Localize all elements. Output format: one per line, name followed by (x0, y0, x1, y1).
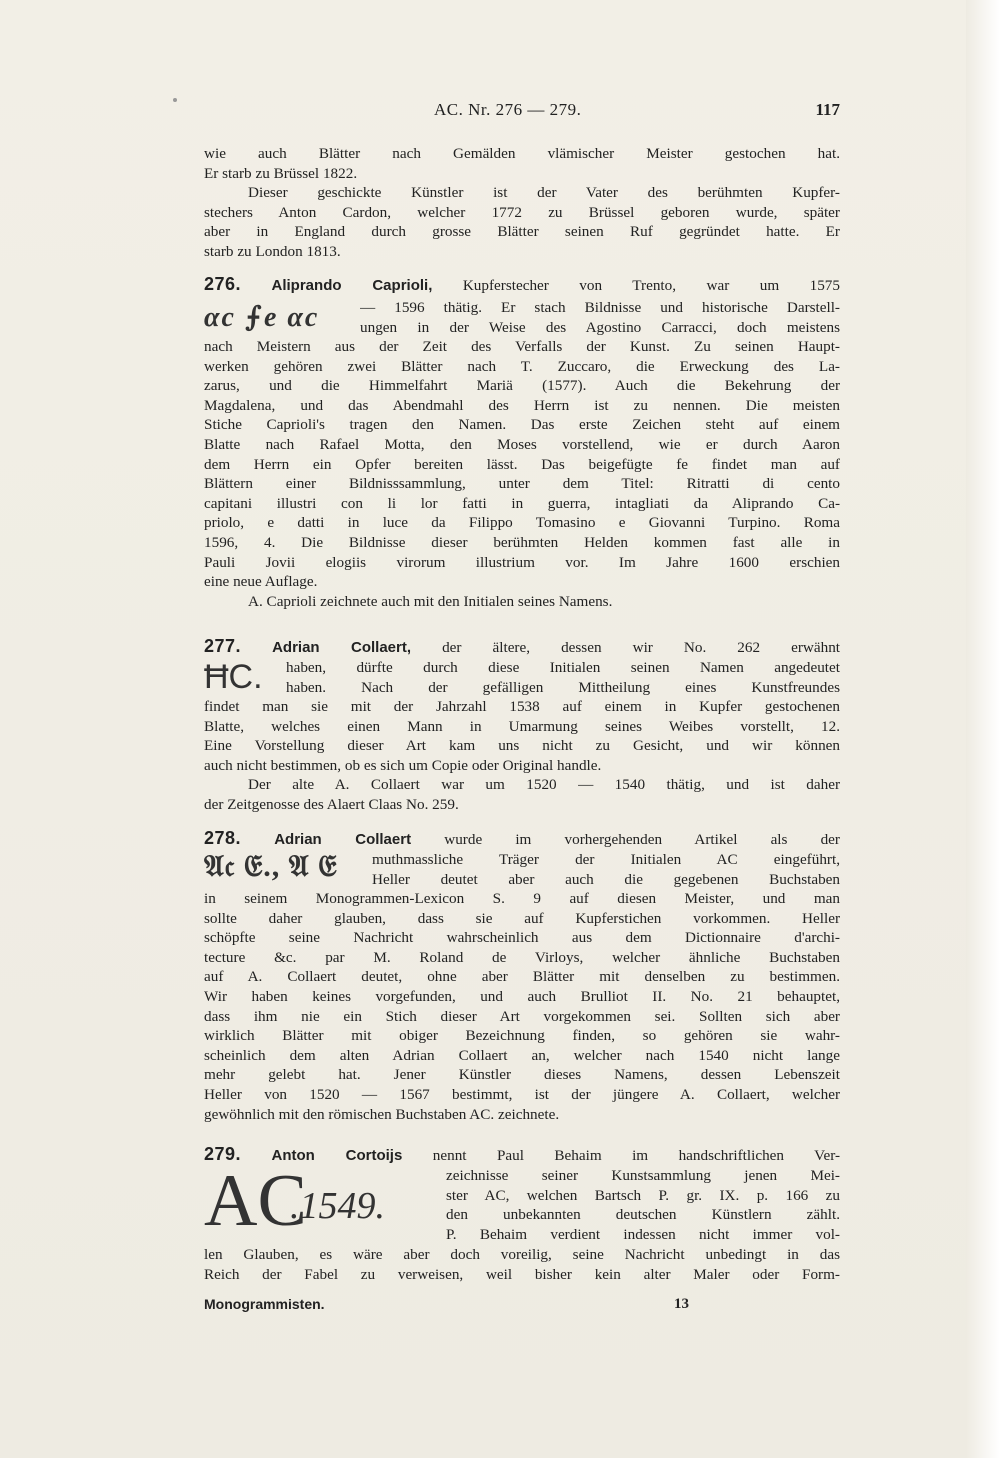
heading-text: nennt Paul Behaim im handschriftlichen Ver- (432, 1147, 840, 1164)
text-line: haben, dürfte durch diese Initialen seinen Namen angedeutet (286, 659, 840, 676)
heading-text: der ältere, dessen wir No. 262 erwähnt (442, 639, 840, 656)
text-line: ster AC, welchen Bartsch P. gr. IX. p. 166 zu (446, 1186, 840, 1204)
text-line: 1596, 4. Die Bildnisse dieser berühmten Helden kommen fast alle in (204, 533, 840, 551)
text-line: ungen in der Weise des Agostino Carracci, doch meistens (360, 318, 840, 336)
text-line: Heller deutet aber auch die gegebenen Buchstaben (372, 870, 840, 888)
text-line: Pauli Jovii elogiis virorum illustrium vor. Im Jahre 1600 erschien (204, 553, 840, 571)
text-line: mehr gelebt hat. Jener Künstler dieses Namens, dessen Lebenszeit (204, 1066, 840, 1084)
entry-number: 277. (204, 636, 242, 656)
text-line: eine neue Auflage. (204, 573, 318, 591)
entry-276-wrapped-lines (360, 298, 840, 337)
text-line: len Glauben, es wäre aber doch voreilig, seine Nachricht unbedingt in das (204, 1246, 840, 1263)
text-line: Reich der Fabel zu verweisen, weil bisher kein alter Maler oder Form- (204, 1265, 840, 1283)
entry-279-wrapped-lines (446, 1166, 840, 1244)
text-line: haben. Nach der gefälligen Mittheilung eines Kunstfreundes (286, 678, 840, 696)
text-line: nach Meistern aus der Zeit des Verfalls der Kunst. Zu seinen Haupt- (204, 338, 840, 355)
text-line: wie auch Blätter nach Gemälden vlämischer Meister gestochen hat. (204, 145, 840, 162)
text-line: zarus, und die Himmelfahrt Mariä (1577). Auch die Bekehrung der (204, 377, 840, 395)
text-line: Der alte A. Collaert war um 1520 — 1540 thätig, und ist daher (248, 776, 840, 794)
text-line: zeichnisse seiner Kunstsammlung jenen Mei- (446, 1167, 840, 1184)
entry-278-heading (204, 826, 840, 850)
monogram-ac: ĦC. (204, 658, 263, 696)
text-line: sollte daher glauben, dass sie auf Kupferstichen vorkommen. Heller (204, 909, 840, 927)
signature-mark: Monogrammisten. (204, 1296, 325, 1312)
page-footer (204, 1296, 840, 1316)
text-line: tecture &c. par M. Roland de Virloys, welcher ähnliche Buchstaben (204, 948, 840, 966)
text-line: Er starb zu Brüssel 1822. (204, 164, 358, 182)
header-title: AC. Nr. 276 — 279. (434, 100, 582, 119)
text-line: Blatte, welches einen Mann in Umarmung seines Weibes vorstellt, 12. (204, 717, 840, 735)
text-line: stechers Anton Cardon, welcher 1772 zu Brüssel geboren wurde, später (204, 203, 840, 221)
text-line: Heller von 1520 — 1567 bestimmt, ist der jüngere A. Collaert, welcher (204, 1085, 840, 1103)
text-line: den unbekannten deutschen Künstlern zählt. (446, 1206, 840, 1224)
heading-text: Kupferstecher von Trento, war um 1575 (462, 277, 840, 294)
text-line: priolo, e datti in luce da Filippo Tomasino e Giovanni Turpino. Roma (204, 514, 840, 532)
entry-277-body (204, 697, 840, 815)
text-line: schöpfte seine Nachricht wahrscheinlich aus dem Dictionnaire d'archi- (204, 929, 840, 947)
text-line: auch nicht bestimmen, ob es sich um Copie oder Original handle. (204, 756, 602, 774)
running-header (204, 100, 840, 126)
heading-text: wurde im vorhergehenden Artikel als der (444, 831, 840, 848)
page-edge (966, 0, 1000, 1458)
speck (173, 98, 177, 102)
text-line: der Zeitgenosse des Alaert Claas No. 259. (204, 795, 459, 813)
text-line: scheinlich dem alten Adrian Collaert an, welcher nach 1540 nicht lange (204, 1046, 840, 1064)
text-line: gewöhnlich mit den römischen Buchstaben AC. zeichnete. (204, 1105, 560, 1123)
text-line: werken gehören zwei Blätter nach T. Zuccaro, die Erweckung des La- (204, 357, 840, 375)
artist-name: Anton Cortoijs (271, 1147, 403, 1164)
text-line: starb zu London 1813. (204, 242, 341, 260)
text-line: dass ihm nie ein Stich dieser Art vorgekommen sei. Sollten sich aber (204, 1007, 840, 1025)
text-line: auf A. Collaert deutet, ohne aber Blätter mit denselben zu bestimmen. (204, 968, 840, 986)
page-number: 117 (815, 100, 840, 119)
entry-276-body (204, 337, 840, 611)
text-line: Stiche Caprioli's tragen den Namen. Das erste Zeichen steht auf einem (204, 416, 840, 434)
text-line: Blättern einer Bildnisssammlung, unter dem Titel: Ritratti di cento (204, 475, 840, 493)
entry-276-heading (204, 272, 840, 296)
artist-name: Adrian Collaert (274, 831, 412, 848)
monogram-ac-fe-ac: αc ⨍e αc (204, 302, 320, 333)
text-line: aber in England durch grosse Blätter seinen Ruf gegründet hatte. Er (204, 223, 840, 241)
entry-number: 279. (204, 1144, 242, 1164)
monogram-year-1549: .1549. (290, 1185, 385, 1227)
text-line: A. Caprioli zeichnete auch mit den Initialen seines Namens. (248, 592, 613, 610)
text-line: dem Herrn ein Opfer bereiten lässt. Das beigefügte fe findet man auf (204, 455, 840, 473)
text-line: Eine Vorstellung dieser Art kam uns nicht zu Gesicht, und wir können (204, 737, 840, 755)
monogram-blackletter-ac: 𝔄𝔠 𝔈., 𝔄 𝔈 (204, 850, 338, 883)
monogram-ac-large: AC (204, 1160, 307, 1242)
intro-paragraph (204, 144, 840, 262)
text-line: Wir haben keines vorgefunden, und auch Brulliot II. No. 21 behauptet, (204, 987, 840, 1005)
text-line: in seinem Monogrammen-Lexicon S. 9 auf diesen Meister, und man (204, 890, 840, 907)
text-line: — 1596 thätig. Er stach Bildnisse und historische Darstell- (360, 299, 840, 316)
text-line: Blatte nach Rafael Motta, den Moses vorstellend, wie er durch Aaron (204, 435, 840, 453)
entry-number: 278. (204, 828, 242, 848)
text-line: muthmassliche Träger der Initialen AC eingeführt, (372, 851, 840, 868)
text-line: P. Behaim verdient indessen nicht immer vol- (446, 1225, 840, 1243)
artist-name: Aliprando Caprioli, (271, 277, 433, 294)
sheet-number: 13 (674, 1296, 689, 1312)
artist-name: Adrian Collaert, (272, 639, 412, 656)
text-line: Dieser geschickte Künstler ist der Vater des berühmten Kupfer- (248, 184, 840, 202)
text-line: findet man sie mit der Jahrzahl 1538 auf einem in Kupfer gestochenen (204, 698, 840, 715)
text-line: Magdalena, und das Abendmahl des Herrn ist zu nennen. Die meisten (204, 396, 840, 414)
entry-278-wrapped-lines (372, 850, 840, 889)
entry-277-wrapped-lines (286, 658, 840, 697)
text-line: wirklich Blätter mit obiger Bezeichnung finden, so gehören sie wahr- (204, 1027, 840, 1045)
entry-279-body (204, 1245, 840, 1284)
entry-277-heading (204, 634, 840, 658)
entry-278-body (204, 889, 840, 1124)
text-line: capitani illustri con li lor fatti in guerra, intagliati da Aliprando Ca- (204, 494, 840, 512)
entry-number: 276. (204, 274, 242, 294)
